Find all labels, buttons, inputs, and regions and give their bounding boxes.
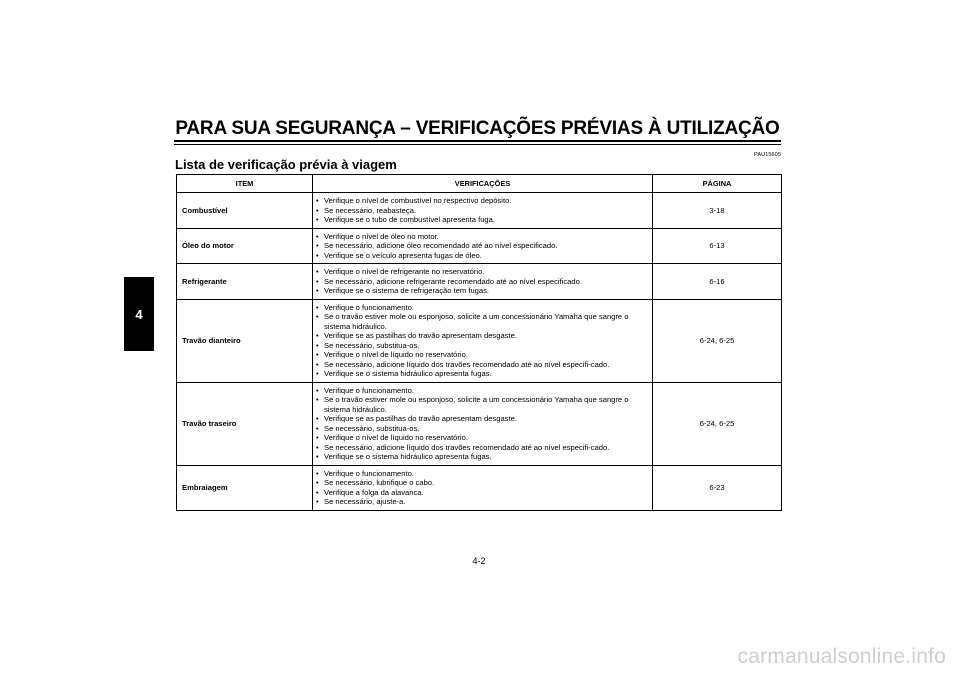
section-title: Lista de verificação prévia à viagem (175, 157, 397, 172)
checks-list (316, 303, 650, 379)
reference-code: PAU15605 (754, 152, 781, 158)
check-item: • Verifique o nível de líquido no reservatório. (316, 350, 650, 360)
table-row (177, 299, 782, 382)
table-row (177, 264, 782, 300)
check-item: • Verifique o funcionamento. (316, 303, 650, 313)
check-item: • Verifique se as pastilhas do travão apresentam desgaste. (316, 414, 650, 424)
column-header-page: PÁGINA (653, 175, 782, 193)
row-item-name: Travão traseiro (177, 382, 313, 465)
check-item: • Verifique o nível de líquido no reservatório. (316, 433, 650, 443)
check-item: • Se necessário, adicione refrigerante recomendado até ao nível especificado. (316, 277, 650, 287)
row-item-name: Embraiagem (177, 465, 313, 510)
chapter-tab: 4 (124, 277, 154, 351)
checks-list (316, 196, 650, 225)
row-item-name: Óleo do motor (177, 228, 313, 264)
check-item: • Verifique se o sistema de refrigeração tem fugas. (316, 286, 650, 296)
check-item: • Verifique se o veículo apresenta fugas de óleo. (316, 251, 650, 261)
checklist-table (176, 174, 782, 511)
row-item-name: Combustível (177, 193, 313, 229)
check-item: • Se necessário, adicione líquido dos travões recomendado até ao nível especifi-cado. (316, 360, 650, 370)
column-header-checks: VERIFICAÇÕES (313, 175, 653, 193)
table-body (177, 193, 782, 511)
watermark-text: carmanualsonline.info (737, 645, 946, 668)
table-row (177, 228, 782, 264)
row-page-reference: 6-24, 6-25 (653, 382, 782, 465)
check-item: • Se necessário, substitua-os. (316, 341, 650, 351)
check-item: • Verifique o funcionamento. (316, 469, 650, 479)
check-item: • Se o travão estiver mole ou esponjoso, solicite a um concessionário Yamaha que sangre o sistema hidráulico. (316, 395, 650, 414)
row-checks (313, 228, 653, 264)
check-item: • Verifique o nível de óleo no motor. (316, 232, 650, 242)
row-checks (313, 264, 653, 300)
row-item-name: Travão dianteiro (177, 299, 313, 382)
header-rule-secondary (174, 144, 781, 145)
check-item: • Verifique se as pastilhas do travão apresentam desgaste. (316, 331, 650, 341)
column-header-item: ITEM (177, 175, 313, 193)
check-item: • Se necessário, adicione óleo recomendado até ao nível especificado. (316, 241, 650, 251)
table-row (177, 382, 782, 465)
check-item: • Verifique se o sistema hidráulico apresenta fugas. (316, 369, 650, 379)
check-item: • Verifique a folga da alavanca. (316, 488, 650, 498)
check-item: • Verifique se o tubo de combustível apresenta fuga. (316, 215, 650, 225)
table-header-row (177, 175, 782, 193)
checks-list (316, 232, 650, 261)
checks-list (316, 469, 650, 507)
check-item: • Se necessário, lubrifique o cabo. (316, 478, 650, 488)
header-rule (174, 140, 781, 142)
check-item: • Se necessário, reabasteça. (316, 206, 650, 216)
row-page-reference: 6-13 (653, 228, 782, 264)
check-item: • Verifique o funcionamento. (316, 386, 650, 396)
row-page-reference: 3-18 (653, 193, 782, 229)
check-item: • Verifique o nível de refrigerante no reservatório. (316, 267, 650, 277)
row-page-reference: 6-24, 6-25 (653, 299, 782, 382)
check-item: • Se necessário, substitua-os. (316, 424, 650, 434)
checks-list (316, 386, 650, 462)
row-checks (313, 299, 653, 382)
page-number: 4-2 (472, 556, 486, 566)
row-page-reference: 6-16 (653, 264, 782, 300)
checks-list (316, 267, 650, 296)
row-item-name: Refrigerante (177, 264, 313, 300)
table-row (177, 193, 782, 229)
check-item: • Se necessário, adicione líquido dos travões recomendado até ao nível especifi-cado. (316, 443, 650, 453)
table-row (177, 465, 782, 510)
check-item: • Se o travão estiver mole ou esponjoso, solicite a um concessionário Yamaha que sangre o sistema hidráulico. (316, 312, 650, 331)
check-item: • Se necessário, ajuste-a. (316, 497, 650, 507)
row-checks (313, 193, 653, 229)
page-header-title: PARA SUA SEGURANÇA – VERIFICAÇÕES PRÉVIAS À UTILIZAÇÃO (175, 118, 780, 139)
row-checks (313, 382, 653, 465)
row-page-reference: 6-23 (653, 465, 782, 510)
check-item: • Verifique se o sistema hidráulico apresenta fugas. (316, 452, 650, 462)
row-checks (313, 465, 653, 510)
check-item: • Verifique o nível de combustível no respectivo depósito. (316, 196, 650, 206)
